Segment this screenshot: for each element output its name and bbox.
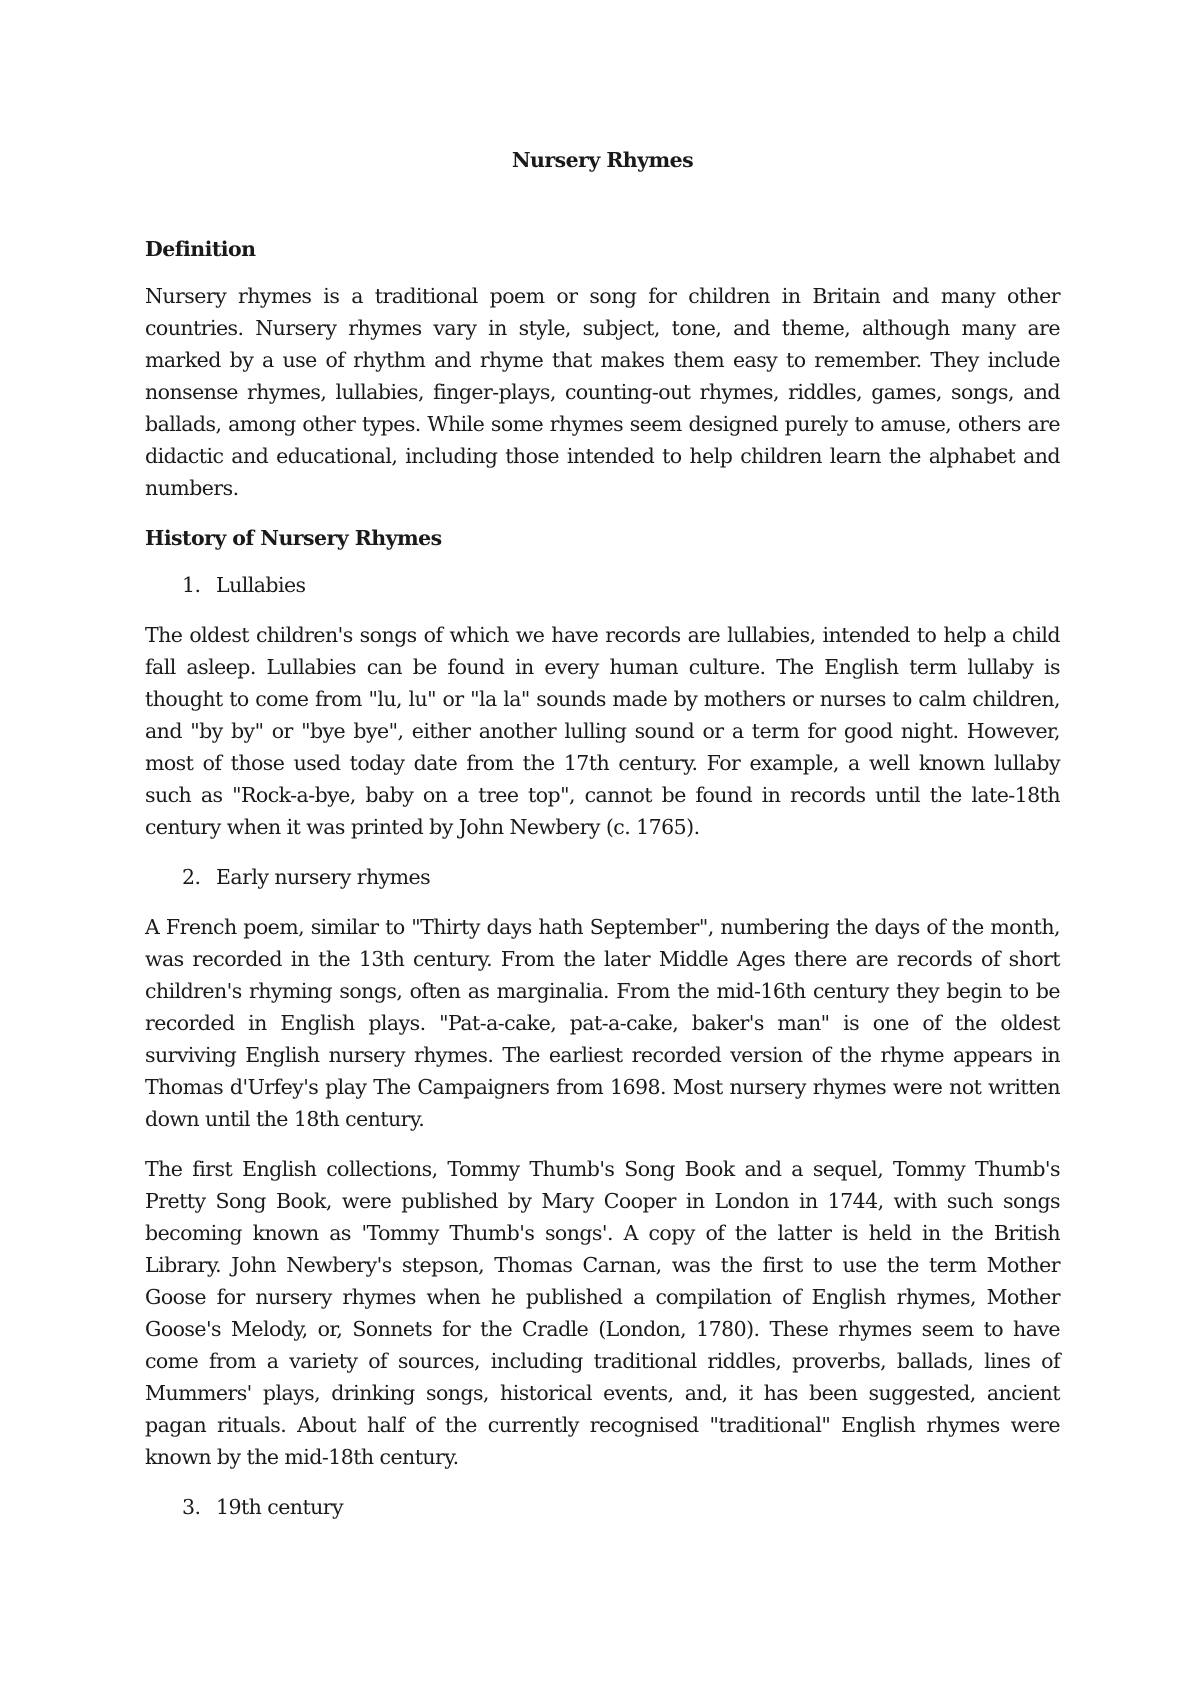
list-label: 19th century bbox=[216, 1495, 344, 1519]
list-item-19th-century bbox=[145, 1491, 1060, 1523]
definition-paragraph: Nursery rhymes is a traditional poem or song for children in Britain and many other countries. Nursery rhymes vary in style, subject, tone, and theme, although many are marked by a use of rhythm and rhyme that makes them easy to remember. They include nonsense rhymes, lullabies, finger-plays, counting-out rhymes, riddles, games, songs, and ballads, among other types. While some rhymes seem designed purely to amuse, others are didactic and educational, including those intended to help children learn the alphabet and numbers. bbox=[145, 284, 1060, 500]
document-page bbox=[145, 140, 1060, 1541]
list-label: Lullabies bbox=[216, 573, 306, 597]
list-item-early-nursery-rhymes bbox=[145, 861, 1060, 893]
list-number: 3. bbox=[182, 1495, 201, 1519]
list-label: Early nursery rhymes bbox=[216, 865, 431, 889]
list-item-lullabies bbox=[145, 569, 1060, 601]
lullabies-paragraph: The oldest children's songs of which we have records are lullabies, intended to help a child fall asleep. Lullabies can be found in every human culture. The English term lullaby is thought to come from "lu, lu" or "la la" sounds made by mothers or nurses to calm children, and "by by" or "bye bye", either another lulling sound or a term for good night. However, most of those used today date from the 17th century. For example, a well known lullaby such as "Rock-a-bye, baby on a tree top", cannot be found in records until the late-18th century when it was printed by John Newbery (c. 1765). bbox=[145, 623, 1060, 839]
list-number: 2. bbox=[182, 865, 201, 889]
list-number: 1. bbox=[182, 573, 201, 597]
document-title: Nursery Rhymes bbox=[511, 148, 694, 172]
early-rhymes-paragraph-2: The first English collections, Tommy Thumb's Song Book and a sequel, Tommy Thumb's Pretty Song Book, were published by Mary Cooper in London in 1744, with such songs becoming known as 'Tommy Thumb's songs'. A copy of the latter is held in the British Library. John Newbery's stepson, Thomas Carnan, was the first to use the term Mother Goose for nursery rhymes when he published a compilation of English rhymes, Mother Goose's Melody, or, Sonnets for the Cradle (London, 1780). These rhymes seem to have come from a variety of sources, including traditional riddles, proverbs, ballads, lines of Mummers' plays, drinking songs, historical events, and, it has been suggested, ancient pagan rituals. About half of the currently recognised "traditional" English rhymes were known by the mid-18th century. bbox=[145, 1157, 1060, 1469]
section-heading-history: History of Nursery Rhymes bbox=[145, 526, 442, 550]
section-heading-definition: Definition bbox=[145, 237, 256, 261]
early-rhymes-paragraph-1: A French poem, similar to "Thirty days hath September", numbering the days of the month, was recorded in the 13th century. From the later Middle Ages there are records of short children's rhyming songs, often as marginalia. From the mid-16th century they begin to be recorded in English plays. "Pat-a-cake, pat-a-cake, baker's man" is one of the oldest surviving English nursery rhymes. The earliest recorded version of the rhyme appears in Thomas d'Urfey's play The Campaigners from 1698. Most nursery rhymes were not written down until the 18th century. bbox=[145, 915, 1060, 1131]
